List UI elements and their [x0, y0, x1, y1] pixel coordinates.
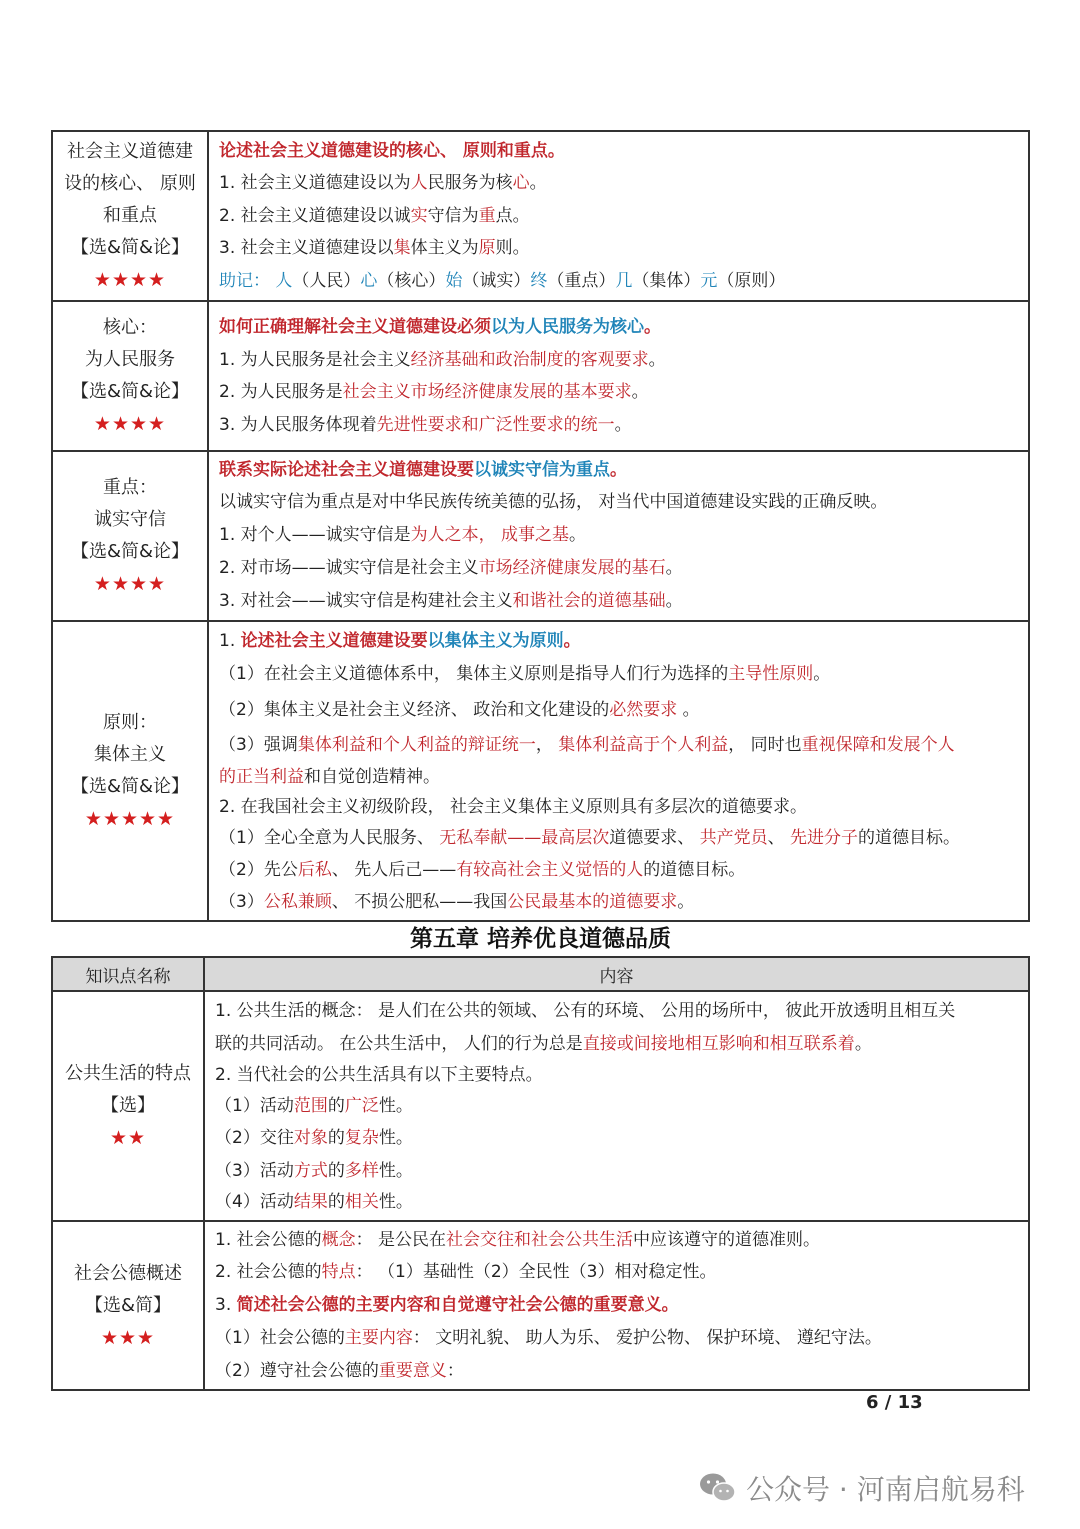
- text-segment: 则。: [495, 238, 530, 259]
- content-cell: [208, 451, 1029, 621]
- document: [51, 130, 1030, 1391]
- importance-stars: ★★★★★: [84, 808, 176, 830]
- highlight-text: 。: [644, 317, 661, 337]
- highlight-text: 几: [615, 270, 633, 291]
- content-line: [215, 1060, 1020, 1090]
- label-line: 核心：: [103, 317, 157, 338]
- content-line: [215, 1155, 1020, 1187]
- highlight-text: 助记：: [219, 270, 276, 291]
- text-segment: 中应该遵守的道德准则。: [633, 1230, 821, 1250]
- importance-stars: ★★: [109, 1127, 147, 1149]
- knowledge-row: [52, 301, 1029, 451]
- highlight-text: 广泛: [344, 1096, 379, 1116]
- content-line: [219, 265, 1020, 298]
- text-segment: （3）强调: [219, 735, 298, 755]
- label-line: 和重点: [103, 205, 157, 226]
- highlight-text: 对象: [293, 1128, 328, 1148]
- knowledge-point-label: [52, 991, 204, 1221]
- label-line: 为人民服务: [85, 349, 175, 370]
- content-line: [219, 886, 1020, 918]
- highlight-text: 终: [530, 270, 548, 291]
- text-segment: 1. 对个人——诚实守信是: [219, 525, 411, 545]
- highlight-text: 重: [478, 205, 496, 226]
- text-segment: ：: [446, 1361, 464, 1381]
- text-segment: 和自觉创造精神。: [304, 767, 440, 787]
- text-segment: 的: [327, 1096, 345, 1116]
- content-line: [219, 822, 1020, 854]
- highlight-text: 始: [445, 270, 463, 291]
- text-segment: （诚实）: [462, 270, 531, 291]
- page-number: 6 / 13: [866, 1392, 923, 1413]
- content-line: [219, 585, 1020, 618]
- content-line: [219, 762, 1020, 792]
- table-chapter-four: [51, 130, 1030, 922]
- highlight-text: 集体利益高于个人利益: [558, 735, 729, 755]
- knowledge-point-label: [52, 301, 208, 451]
- knowledge-point-label: [52, 131, 208, 301]
- highlight-text: 先进分子: [790, 828, 859, 848]
- importance-stars: ★★★★: [93, 269, 167, 291]
- content-line: [219, 135, 1020, 168]
- text-segment: （3）: [219, 892, 264, 912]
- knowledge-row: [52, 991, 1029, 1221]
- content-cell: [204, 991, 1029, 1221]
- content-line: [215, 1090, 1020, 1122]
- text-segment: 的道德目标。: [643, 860, 746, 880]
- text-segment: 。: [854, 1034, 872, 1054]
- content-line: [215, 1256, 1020, 1289]
- content-line: [219, 232, 1020, 265]
- text-segment: ： 是公民在: [355, 1230, 447, 1250]
- text-segment: 。: [631, 382, 649, 402]
- text-segment: （1）活动: [215, 1096, 294, 1116]
- content-line: [219, 552, 1020, 585]
- text-segment: （2）集体主义是社会主义经济、 政治和文化建设的: [219, 700, 610, 720]
- text-segment: 1.: [219, 631, 241, 651]
- label-line: 诚实守信: [94, 509, 166, 530]
- importance-stars: ★★★★: [93, 573, 167, 595]
- label-line: 【选&简】: [84, 1294, 172, 1316]
- label-line: 【选&简&论】: [70, 237, 190, 258]
- highlight-text: 无私奉献——最高层次: [439, 828, 610, 848]
- highlight-text: 公民最基本的道德要求: [507, 892, 678, 912]
- text-segment: 、 不损公肥私——我国: [331, 892, 508, 912]
- text-segment: （原则）: [717, 270, 786, 291]
- highlight-text: 简述社会公德的主要内容和自觉遵守社会公德的重要意义。: [236, 1295, 679, 1315]
- highlight-text: 心: [512, 173, 530, 194]
- text-segment: 点。: [495, 205, 530, 226]
- text-segment: 1. 社会公德的: [215, 1230, 322, 1250]
- highlight-text: 以集体主义为原则: [427, 631, 564, 651]
- highlight-text: 相关: [344, 1192, 379, 1212]
- text-segment: （1）社会公德的: [215, 1328, 345, 1348]
- highlight-text: 社会交往和社会公共生活: [446, 1230, 634, 1250]
- wechat-icon: [698, 1471, 738, 1505]
- text-segment: ： 文明礼貌、 助人为乐、 爱护公物、 保护环境、 遵纪守法。: [412, 1328, 882, 1348]
- content-line: [219, 486, 1020, 519]
- text-segment: 民服务为核: [427, 173, 513, 194]
- text-segment: ，: [535, 735, 559, 755]
- label-line: 【选&简&论】: [70, 776, 190, 797]
- knowledge-row: [52, 131, 1029, 301]
- label-line: 设的核心、 原则: [64, 173, 196, 194]
- text-segment: （1）全心全意为人民服务、: [219, 828, 440, 848]
- content-line: [215, 1028, 1020, 1060]
- text-segment: （2）交往: [215, 1128, 294, 1148]
- highlight-text: 的正当利益: [219, 767, 304, 787]
- text-segment: 。: [677, 892, 695, 912]
- content-line: [215, 1122, 1020, 1155]
- content-line: [219, 200, 1020, 233]
- content-cell: [204, 1221, 1029, 1390]
- highlight-text: 论述社会主义道德建设的核心、 原则和重点。: [219, 140, 565, 161]
- highlight-text: 市场经济健康发展的基石: [478, 558, 666, 578]
- text-segment: 体主义为: [410, 238, 479, 259]
- content-cell: [208, 131, 1029, 301]
- highlight-text: 心: [360, 270, 378, 291]
- text-segment: 联的共同活动。 在公共生活中， 人们的行为总是: [215, 1034, 583, 1054]
- highlight-text: 重要意义: [378, 1361, 447, 1381]
- text-segment: 3.: [215, 1295, 237, 1315]
- text-segment: 1. 公共生活的概念： 是人们在公共的领域、 公有的环境、 公用的场所中， 彼此开放透明且相互关: [215, 1001, 956, 1021]
- highlight-text: 多样: [344, 1161, 379, 1181]
- text-segment: （3）活动: [215, 1161, 294, 1181]
- content-cell: [208, 621, 1029, 921]
- label-line: 【选&简&论】: [70, 541, 190, 562]
- content-line: [219, 167, 1020, 200]
- highlight-text: 人: [275, 270, 293, 291]
- knowledge-point-label: [52, 451, 208, 621]
- text-segment: （核心）: [377, 270, 446, 291]
- highlight-text: 社会主义市场经济健康发展的基本要求: [342, 382, 632, 402]
- importance-stars: ★★★: [100, 1326, 156, 1349]
- text-segment: 2. 为人民服务是: [219, 382, 343, 402]
- content-line: [215, 1224, 1020, 1256]
- text-segment: 1. 社会主义道德建设以为: [219, 173, 411, 194]
- text-segment: 。: [529, 173, 547, 194]
- text-segment: （集体）: [632, 270, 701, 291]
- content-line: [215, 1355, 1020, 1387]
- text-segment: 2. 当代社会的公共生活具有以下主要特点。: [215, 1065, 543, 1085]
- highlight-text: 。: [610, 460, 627, 480]
- text-segment: （1）在社会主义道德体系中， 集体主义原则是指导人们行为选择的: [219, 664, 729, 684]
- text-segment: 2. 对市场——诚实守信是社会主义: [219, 558, 479, 578]
- highlight-text: 结果: [293, 1192, 328, 1212]
- highlight-text: 元: [700, 270, 718, 291]
- highlight-text: 概念: [321, 1230, 356, 1250]
- label-line: 【选】: [101, 1095, 155, 1116]
- highlight-text: 经济基础和政治制度的客观要求: [410, 349, 649, 370]
- text-segment: 。: [648, 349, 666, 370]
- text-segment: 2. 在我国社会主义初级阶段， 社会主义集体主义原则具有多层次的道德要求。: [219, 797, 808, 817]
- knowledge-point-label: [52, 1221, 204, 1390]
- text-segment: 3. 为人民服务体现着: [219, 414, 377, 435]
- text-segment: 3. 社会主义道德建设以: [219, 238, 394, 259]
- highlight-text: 和谐社会的道德基础: [512, 591, 666, 611]
- highlight-text: 人: [410, 173, 428, 194]
- watermark: [698, 1468, 1025, 1508]
- header-content: 内容: [204, 957, 1029, 991]
- content-line: [219, 729, 1020, 762]
- highlight-text: 实: [410, 205, 428, 226]
- text-segment: （重点）: [547, 270, 616, 291]
- content-cell: [208, 301, 1029, 451]
- knowledge-row: [52, 451, 1029, 621]
- label-line: 原则：: [103, 712, 157, 733]
- text-segment: （2）遵守社会公德的: [215, 1361, 379, 1381]
- content-line: [219, 376, 1020, 409]
- content-line: [219, 658, 1020, 691]
- content-line: [215, 1289, 1020, 1322]
- label-line: 重点：: [103, 477, 157, 498]
- content-line: [219, 691, 1020, 729]
- content-line: [219, 792, 1020, 822]
- highlight-text: 原: [478, 238, 496, 259]
- text-segment: 的: [327, 1192, 345, 1212]
- highlight-text: 有较高社会主义觉悟的人: [456, 860, 644, 880]
- content-line: [219, 854, 1020, 886]
- text-segment: 。: [665, 591, 683, 611]
- importance-stars: ★★★★: [93, 413, 167, 435]
- highlight-text: 必然要求: [609, 700, 678, 720]
- text-segment: 。: [677, 700, 700, 720]
- knowledge-point-label: [52, 621, 208, 921]
- text-segment: 的: [327, 1161, 345, 1181]
- text-segment: 。: [614, 414, 632, 435]
- table-header-row: [52, 957, 1029, 991]
- text-segment: ， 同时也: [728, 735, 802, 755]
- content-line: [215, 1322, 1020, 1355]
- chapter-title: 第五章 培养优良道德品质: [409, 926, 671, 952]
- highlight-text: 直接或间接地相互影响和相互联系着: [582, 1034, 855, 1054]
- highlight-text: 以为人民服务为核心: [491, 317, 644, 337]
- label-line: 公共生活的特点: [65, 1063, 191, 1084]
- label-line: 社会主义道德建: [67, 141, 193, 162]
- text-segment: 性。: [378, 1128, 413, 1148]
- text-segment: 的: [327, 1128, 345, 1148]
- text-segment: ： （1）基础性（2）全民性（3）相对稳定性。: [355, 1262, 717, 1282]
- highlight-text: 论述社会主义道德建设要: [240, 631, 428, 651]
- text-segment: 2. 社会主义道德建设以诚: [219, 205, 411, 226]
- text-segment: 性。: [378, 1096, 413, 1116]
- content-line: [215, 1187, 1020, 1218]
- highlight-text: 以诚实守信为重点: [474, 460, 610, 480]
- text-segment: 、: [767, 828, 791, 848]
- knowledge-row: [52, 621, 1029, 921]
- content-line: [219, 344, 1020, 377]
- highlight-text: 共产党员: [699, 828, 768, 848]
- text-segment: （4）活动: [215, 1192, 294, 1212]
- content-line: [219, 454, 1020, 486]
- label-line: 集体主义: [94, 744, 166, 765]
- text-segment: （人民）: [292, 270, 361, 291]
- text-segment: 。: [569, 525, 587, 545]
- highlight-text: 集体利益和个人利益的辩证统一: [297, 735, 536, 755]
- highlight-text: 重视保障和发展个人: [801, 735, 955, 755]
- text-segment: 3. 对社会——诚实守信是构建社会主义: [219, 591, 513, 611]
- text-segment: 的道德目标。: [858, 828, 961, 848]
- text-segment: 2. 社会公德的: [215, 1262, 322, 1282]
- highlight-text: 集: [393, 238, 411, 259]
- highlight-text: 公私兼顾: [263, 892, 332, 912]
- content-line: [215, 994, 1020, 1028]
- text-segment: 以诚实守信为重点是对中华民族传统美德的弘扬， 对当代中国道德建设实践的正确反映。: [219, 492, 888, 512]
- content-line: [219, 519, 1020, 552]
- text-segment: 。: [813, 664, 831, 684]
- text-segment: 性。: [378, 1192, 413, 1212]
- content-line: [219, 624, 1020, 658]
- highlight-text: 为人之本， 成事之基: [410, 525, 570, 545]
- highlight-text: 特点: [321, 1262, 356, 1282]
- label-line: 社会公德概述: [74, 1262, 182, 1284]
- highlight-text: 方式: [293, 1161, 328, 1181]
- text-segment: （2）先公: [219, 860, 298, 880]
- highlight-text: 主要内容: [344, 1328, 413, 1348]
- text-segment: 性。: [378, 1161, 413, 1181]
- text-segment: 1. 为人民服务是社会主义: [219, 349, 411, 370]
- highlight-text: 先进性要求和广泛性要求的统一: [376, 414, 615, 435]
- table-chapter-five: [51, 956, 1030, 1391]
- knowledge-row: [52, 1221, 1029, 1390]
- highlight-text: 复杂: [344, 1128, 379, 1148]
- text-segment: 守信为: [427, 205, 479, 226]
- highlight-text: 。: [563, 631, 581, 651]
- text-segment: 、 先人后己——: [331, 860, 457, 880]
- highlight-text: 后私: [297, 860, 332, 880]
- highlight-text: 联系实际论述社会主义道德建设要: [219, 460, 474, 480]
- watermark-text: 公众号 · 河南启航易科: [746, 1473, 1025, 1506]
- content-line: [219, 311, 1020, 344]
- highlight-text: 主导性原则: [728, 664, 814, 684]
- highlight-text: 范围: [293, 1096, 328, 1116]
- text-segment: 。: [665, 558, 683, 578]
- text-segment: 道德要求、: [609, 828, 700, 848]
- content-line: [219, 409, 1020, 442]
- highlight-text: 如何正确理解社会主义道德建设必须: [219, 317, 491, 337]
- label-line: 【选&简&论】: [70, 381, 190, 402]
- header-knowledge-point: 知识点名称: [52, 957, 204, 991]
